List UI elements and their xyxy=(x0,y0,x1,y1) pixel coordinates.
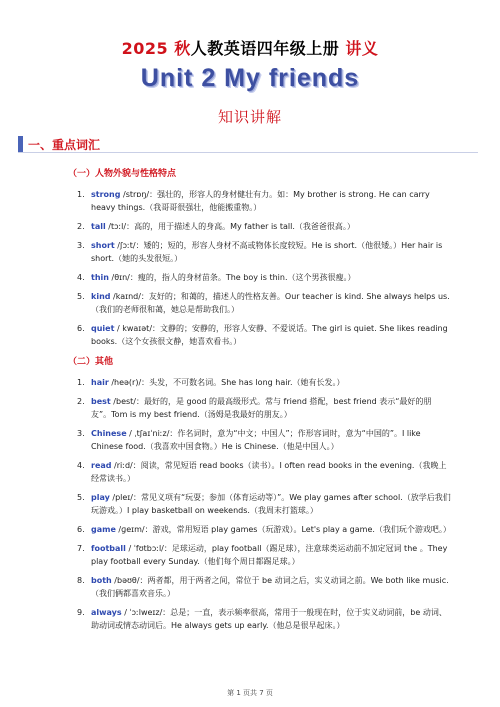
list-item: 2. tall /tɔːl/：高的，用于描述人的身高。My father is tall.（我爸爸很高。） xyxy=(77,222,355,231)
section-marker-bar xyxy=(18,136,23,152)
section-title: 重点词汇 xyxy=(52,138,101,152)
vocab-word: short xyxy=(91,241,115,250)
page-subtitle: 知识讲解 xyxy=(217,108,282,126)
vocab-word: game xyxy=(91,525,116,534)
list-item: 5. play /pleɪ/：常见义项有“玩耍；参加（体育运动等）”。We play games after school.（放学后我们玩游戏。）I play basketball on weekends.（我周末打篮球。） xyxy=(77,493,451,515)
list-item: 3. short /ʃɔːt/：矮的；短的，形容人身材不高或物体长度较短。He is short.（他很矮。）Her hair is short.（她的头发很短。） xyxy=(77,241,443,263)
list-item: 4. thin /θɪn/：瘦的，指人的身材苗条。The boy is thin.（这个男孩很瘦。） xyxy=(77,273,356,282)
vocab-word: hair xyxy=(91,378,109,387)
document-title xyxy=(0,36,500,59)
title-prefix: 2025 秋 xyxy=(121,39,191,58)
title-main: 人教英语四年级上册 xyxy=(190,39,340,58)
vocab-word: kind xyxy=(91,292,111,301)
list-item: 5. kind /kaɪnd/：友好的；和蔼的，描述人的性格友善。Our teacher is kind. She always helps us.（我们的老师很和蔼，她总是帮助我们。） xyxy=(77,292,450,314)
group-label-appearance: （一）人物外貌与性格特点 xyxy=(68,169,177,179)
list-item: 3. Chinese / ˌtʃaɪˈniːz/：作名词时，意为“中文；中国人”；作形容词时，意为“中国的”。I like Chinese food.（我喜欢中国食物。）He is Chinese.（他是中国人。） xyxy=(77,429,421,451)
list-item: 2. best /best/：最好的，是 good 的最高级形式。常与 friend 搭配，best friend 表示“最好的朋友”。Tom is my best friend.（汤姆是我最好的朋友。） xyxy=(77,397,432,419)
page-footer: 第 1 页共 7 页 xyxy=(227,689,273,697)
section-divider xyxy=(18,152,478,153)
vocab-word: always xyxy=(91,608,122,617)
list-item: 6. quiet / kwaɪət/：文静的；安静的，形容人安静、不爱说话。The girl is quiet. She likes reading books.（这个女孩很文静，她喜欢看书。） xyxy=(77,324,448,346)
list-item: 7. football / ˈfʊtbɔːl/：足球运动，play football（踢足球），注意球类运动前不加定冠词 the 。They play football every Sunday.（他们每个周日都踢足球。） xyxy=(77,544,448,566)
list-item: 4. read /riːd/：阅读，常见短语 read books（读书）。I often read books in the evening.（我晚上经常读书。） xyxy=(77,461,447,483)
vocab-word: football xyxy=(91,544,126,553)
section-number: 一、 xyxy=(28,138,53,152)
vocab-word: thin xyxy=(91,273,109,282)
vocab-word: strong xyxy=(91,190,121,199)
vocab-word: read xyxy=(91,461,112,470)
list-item: 6. game /ɡeɪm/：游戏，常用短语 play games（玩游戏）。Let's play a game.（我们玩个游戏吧。） xyxy=(77,525,451,534)
unit-heading: Unit 2 My friends xyxy=(140,64,360,92)
title-suffix: 讲义 xyxy=(345,39,379,58)
vocab-word: quiet xyxy=(91,324,115,333)
list-item: 1. strong /strɒŋ/：强壮的，形容人的身材健壮有力。如：My brother is strong. He can carry heavy things.（我哥哥很强壮，他能搬重物。） xyxy=(77,190,430,212)
list-item: 9. always / ˈɔːlweɪz/：总是；一直，表示频率很高，常用于一般现在时，位于实义动词前，be 动词、助动词或情态动词后。He always gets up early.（他总是很早起床。） xyxy=(77,608,447,630)
vocab-word: play xyxy=(91,493,110,502)
vocab-word: tall xyxy=(91,222,106,231)
group-label-other: （二）其他 xyxy=(68,357,114,367)
list-item: 1. hair /heə(r)/：头发，不可数名词。She has long hair.（她有长发。） xyxy=(77,378,345,387)
vocab-word: both xyxy=(91,576,112,585)
vocab-word: best xyxy=(91,397,111,406)
vocab-list-other xyxy=(77,376,451,632)
list-item: 8. both /bəʊθ/：两者都，用于两者之间，常位于 be 动词之后，实义动词之前。We both like music.（我们俩都喜欢音乐。） xyxy=(77,576,449,598)
vocab-list-appearance xyxy=(77,188,451,348)
vocab-word: Chinese xyxy=(91,429,127,438)
